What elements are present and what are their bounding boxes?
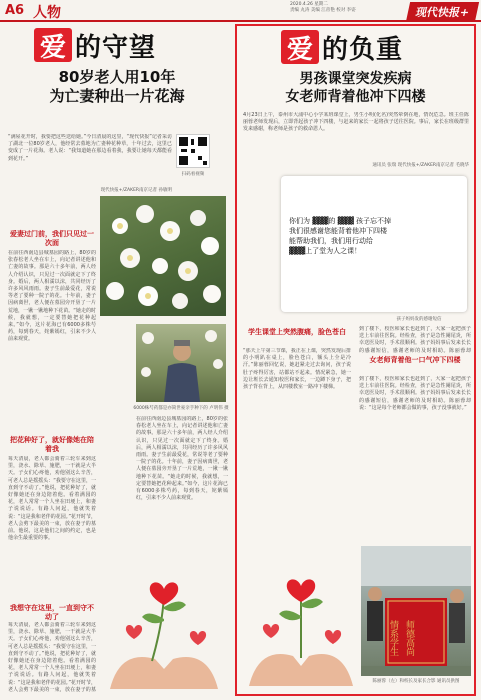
peony-flowers-image [100, 196, 226, 316]
banner-title: 的负重 [322, 34, 404, 65]
left-body-c: 每天清晨，老人都会骑着三轮车来到这里，浇水、除草、施肥，一干就是大半天。子女们心疼他，劝他别这么辛苦，可老人总是摇摇头：“我要守在这里，一直到守不动了。”他说，把花种好了，就好像她还在身边陪着他。看着满园的花，老人常常一个人坐在田埂上，和妻子说说话。有路人问起，他就笑着说：“这是我和老伴的花园。”花开时节，老人会剪下最美的一束，放在妻子的墓 [8, 622, 96, 692]
issue-editors: 责编 丸涛 美编 江帝艳 校对 李姿 [290, 8, 356, 13]
award-photo [361, 546, 471, 676]
issue-date: 2020.4.26 星期二 [290, 2, 328, 7]
right-banner [281, 32, 404, 65]
banner-love-char: 爱 [34, 28, 72, 62]
section-title: 人物 [33, 5, 61, 21]
left-body-b: 每天清晨，老人都会骑着三轮车来到这里，浇水、除草、施肥，一干就是大半天。子女们心疼他，劝他别这么辛苦，可老人总是摇摇头：“我要守在这里，一直到守不动了。”他说，把花种好了，就好像她还在身边陪着他。看着满园的花，老人常常一个人坐在田埂上，和妻子说说话。有路人问起，他就笑着说：“这是我和老伴的花园。”花开时节，老人会剪下最美的一束，放在妻子的墓前。他说，这是他们之间的约定，也是他余生最重要的事。 [8, 456, 96, 542]
left-body-d: 在前往西南边县城墓园的路上，80岁的张春松老人坐在车上，向记者讲述他和亡妻的故事。那是六十多年前，两人经人介绍认识，只见过一次面就定下了终身。婚后，两人相濡以沫，共同经历了许多风风雨雨。妻子生前最爱花，常说等老了要种一院子的花。十年前，妻子因病离世，老人便在墓园旁开垦了一片荒地，一锹一锹地种下花苗。“她走的时候，我就想，一定要替她把花种起来。”如今，这片花海已有6000多株芍药，每到春天，姹紫嫣红，引来不少人前来观赏。 [136, 416, 228, 502]
award-caption: 陈丽蓉（左）和校长及家长合影 通讯员供图 [372, 679, 460, 684]
thank-you-message [281, 176, 467, 312]
right-body-a: “那天上午第三节课，我正在上课，突然发现后排的小明趴在桌上，脸色苍白，额头上全是冷汗。”陈丽蓉回忆说，她赶紧走过去询问，孩子说肚子疼得厉害，站都站不起来。情况紧急，她一边让班长去通知校医和家长，一边蹲下身子，把孩子背在背上，从四楼教室一路冲下楼梯。 [243, 348, 351, 391]
headline-line-2: 女老师背着他冲下四楼 [285, 89, 426, 105]
right-body-top: 到了楼下，校医和家长也赶到了，大家一起把孩子送上车前往医院。经检查，孩子是急性阑尾炎，所幸送医及时，手术很顺利。孩子妈妈事后发来长长的感谢短信，感谢老师的及时相助。陈丽蓉却 [359, 326, 471, 354]
right-intro: 4月23日上午，泰州市大浦中心小学某班课堂上，男生小明(化名)突然晕倒在地，情况危急。班主任陈丽蓉老师发现后，立即背起孩子冲下四楼，与赶来的家长一起将孩子送往医院。事后，家长在班级群里发来感谢，称老师是孩子的救命恩人。 [243, 112, 469, 133]
page-number: A6 [5, 3, 25, 18]
qr-code[interactable] [176, 134, 210, 168]
issue-meta [290, 2, 400, 14]
chat-caption: 孩子妈妈发的感谢短信 [396, 317, 442, 322]
teacher-award-image [361, 546, 471, 676]
page-header [0, 0, 481, 22]
qr-caption: 扫码看视频 [181, 172, 205, 177]
left-banner [34, 30, 157, 63]
left-byline: 现代快报+/ZAKER南京记者 孙敏明 [100, 188, 172, 193]
right-byline: 通讯员 张瑞 现代快报+/ZAKER南京记者 毛晓华 [372, 163, 469, 168]
award-text-right: 师德高尚 [404, 620, 414, 656]
award-text-left: 情系学生 [388, 620, 398, 656]
photo-caption: 6000株芍药都是亦简世豪亲手种下的 卢明伟 摄 [133, 406, 229, 411]
left-subhead-1: 爱妻过门前，我们只见过一次面 [10, 230, 94, 247]
left-subhead-2: 把花种好了，就好像她在陪着我 [10, 436, 94, 453]
left-headline [4, 68, 230, 106]
right-subhead-2: 女老师背着他一口气冲下四楼 [369, 356, 461, 364]
headline-line-1: 男孩课堂突发疾病 [299, 71, 412, 87]
right-subhead-1: 学生课堂上突然腹痛，脸色苍白 [248, 328, 346, 336]
left-story [4, 24, 230, 696]
banner-title: 的守望 [75, 32, 157, 63]
chat-line-4: ▓▓▓上了堂为人之课！ [289, 247, 362, 255]
headline-line-2: 为亡妻种出一片花海 [49, 87, 185, 105]
chat-line-1: 你们为 ▓▓▓的 ▓▓▓ 孩子忘不掉 [289, 217, 391, 225]
peony-photo [100, 196, 226, 316]
newspaper-brand: 现代快报+ [406, 2, 479, 22]
right-body-b: 到了楼下，校医和家长也赶到了，大家一起把孩子送上车前往医院。经检查，孩子是急性阑尾炎，所幸送医及时，手术很顺利。孩子妈妈事后发来长长的感谢短信，感谢老师的及时相助。陈丽蓉却说：“这是每个老师都会做的事，孩子没事就好。” [359, 376, 471, 411]
chat-line-2: 我们很感谢您能背着他冲下四楼 [289, 227, 387, 235]
hands-heart-illustration [100, 549, 228, 694]
left-body-a: 在前往西南边县城墓园的路上，80岁的张春松老人坐在车上，向记者讲述他和亡妻的故事。那是六十多年前，两人经人介绍认识，只见过一次面就定下了终身。婚后，两人相濡以沫，共同经历了许多风风雨雨。妻子生前最爱花，常说等老了要种一院子的花。十年前，妻子因病离世，老人便在墓园旁开垦了一片荒地，一锹一锹地种下花苗。“她走的时候，我就想，一定要替她把花种起来。”如今，这片花海已有6000多株芍药，每到春天，姹紫嫣红，引来不少人前来观赏。 [8, 250, 96, 343]
hands-heart-illustration [241, 546, 361, 691]
headline-line-1: 80岁老人用10年 [58, 68, 176, 86]
banner-love-char: 爱 [281, 30, 319, 64]
left-intro: “满屋花开时，我要把这些送给她。”今日清晨的这里，“现代快报”记者采访了湖北一位80岁老人，他经常去墓地为亡妻种花种草，十年过去，这里已变成了一片花海。老人说：“我知道她在那边看着我，我要让她每天都能看到花开。” [8, 134, 172, 162]
chat-line-3: 能帮助我们，我们用行动给 [289, 237, 373, 245]
elderly-man-image [136, 324, 226, 402]
right-story [235, 24, 476, 696]
right-headline [237, 70, 474, 106]
elder-photo [136, 324, 226, 402]
left-subhead-3: 我想守在这里，一直到守不动了 [10, 604, 94, 621]
